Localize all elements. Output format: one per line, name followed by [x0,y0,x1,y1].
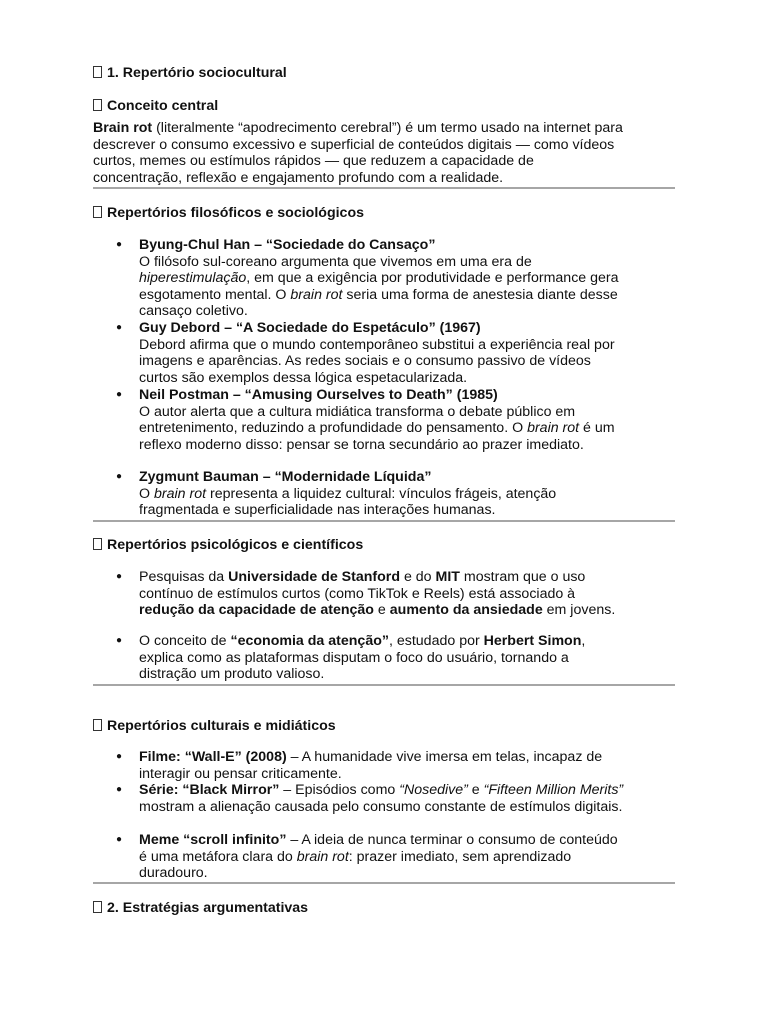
section-2-heading: 2. Estratégias argumentativas [93,900,683,917]
bullet-icon: ● [116,751,123,762]
bullet-icon: ● [116,239,123,250]
section-1-heading: 1. Repertório sociocultural [93,65,683,82]
list-item-bauman: Zygmunt Bauman – “Modernidade Líquida” O brain rot representa a liquidez cultural: vínculos frágeis, atenção fragmentada e superficialidade nas interações humanas. [139,469,557,519]
culture-heading: Repertórios culturais e midiáticos [93,718,683,735]
bullet-icon: ● [116,784,123,795]
missing-glyph-icon [93,901,102,913]
bullet-icon: ● [116,389,123,400]
list-item-postman: Neil Postman – “Amusing Ourselves to Death” (1985) O autor alerta que a cultura midiática transforma o debate público em entretenimento, reduzindo a profundidade do pensamento. O brain rot é um reflexo moderno disso: pensar se torna secundário ao prazer imediato. [139,387,615,453]
bullet-icon: ● [116,834,123,845]
bullet-icon: ● [116,635,123,646]
list-item-stanford: Pesquisas da Universidade de Stanford e do MIT mostram que o uso contínuo de estímulos curtos (como TikTok e Reels) está associado à redução da capacidade de atenção e aumento da ansiedade em jovens. [139,569,616,619]
missing-glyph-icon [93,99,102,111]
divider [93,882,675,884]
psych-heading: Repertórios psicológicos e científicos [93,537,683,554]
missing-glyph-icon [93,206,102,218]
divider [93,187,675,189]
bullet-icon: ● [116,471,123,482]
missing-glyph-icon [93,538,102,550]
divider [93,684,675,686]
concept-paragraph: Brain rot (literalmente “apodrecimento cerebral”) é um termo usado na internet para descrever o consumo excessivo e superficial de conteúdos digitais — como vídeos curtos, memes ou estímulos rápidos — que reduzem a capacidade de concentração, reflexão e engajamento profundo com a realidade. [93,120,623,186]
bullet-icon: ● [116,571,123,582]
list-item-scroll-meme: Meme “scroll infinito” – A ideia de nunca terminar o consumo de conteúdo é uma metáfora clara do brain rot: prazer imediato, sem aprendizado duradouro. [139,832,618,882]
missing-glyph-icon [93,719,102,731]
philo-heading: Repertórios filosóficos e sociológicos [93,205,683,222]
list-item-black-mirror: Série: “Black Mirror” – Episódios como “Nosedive” e “Fifteen Million Merits” mostram a alienação causada pelo consumo constante de estímulos digitais. [139,782,624,815]
list-item-debord: Guy Debord – “A Sociedade do Espetáculo” (1967) Debord afirma que o mundo contemporâneo substitui a experiência real por imagens e aparências. As redes sociais e o consumo passivo de vídeos curtos são exemplos dessa lógica espetacularizada. [139,320,615,386]
divider [93,520,675,522]
list-item-attention-economy: O conceito de “economia da atenção”, estudado por Herbert Simon, explica como as plataformas disputam o foco do usuário, tornando a distração um produto valioso. [139,633,586,683]
list-item-walle: Filme: “Wall-E” (2008) – A humanidade vive imersa em telas, incapaz de interagir ou pensar criticamente. [139,749,603,782]
concept-heading: Conceito central [93,98,683,115]
missing-glyph-icon [93,66,102,78]
list-item-han: Byung-Chul Han – “Sociedade do Cansaço” O filósofo sul-coreano argumenta que vivemos em uma era de hiperestimulação, em que a exigência por produtividade e performance gera esgotamento mental. O brain rot seria uma forma de anestesia diante desse cansaço coletivo. [139,237,619,320]
bullet-icon: ● [116,322,123,333]
